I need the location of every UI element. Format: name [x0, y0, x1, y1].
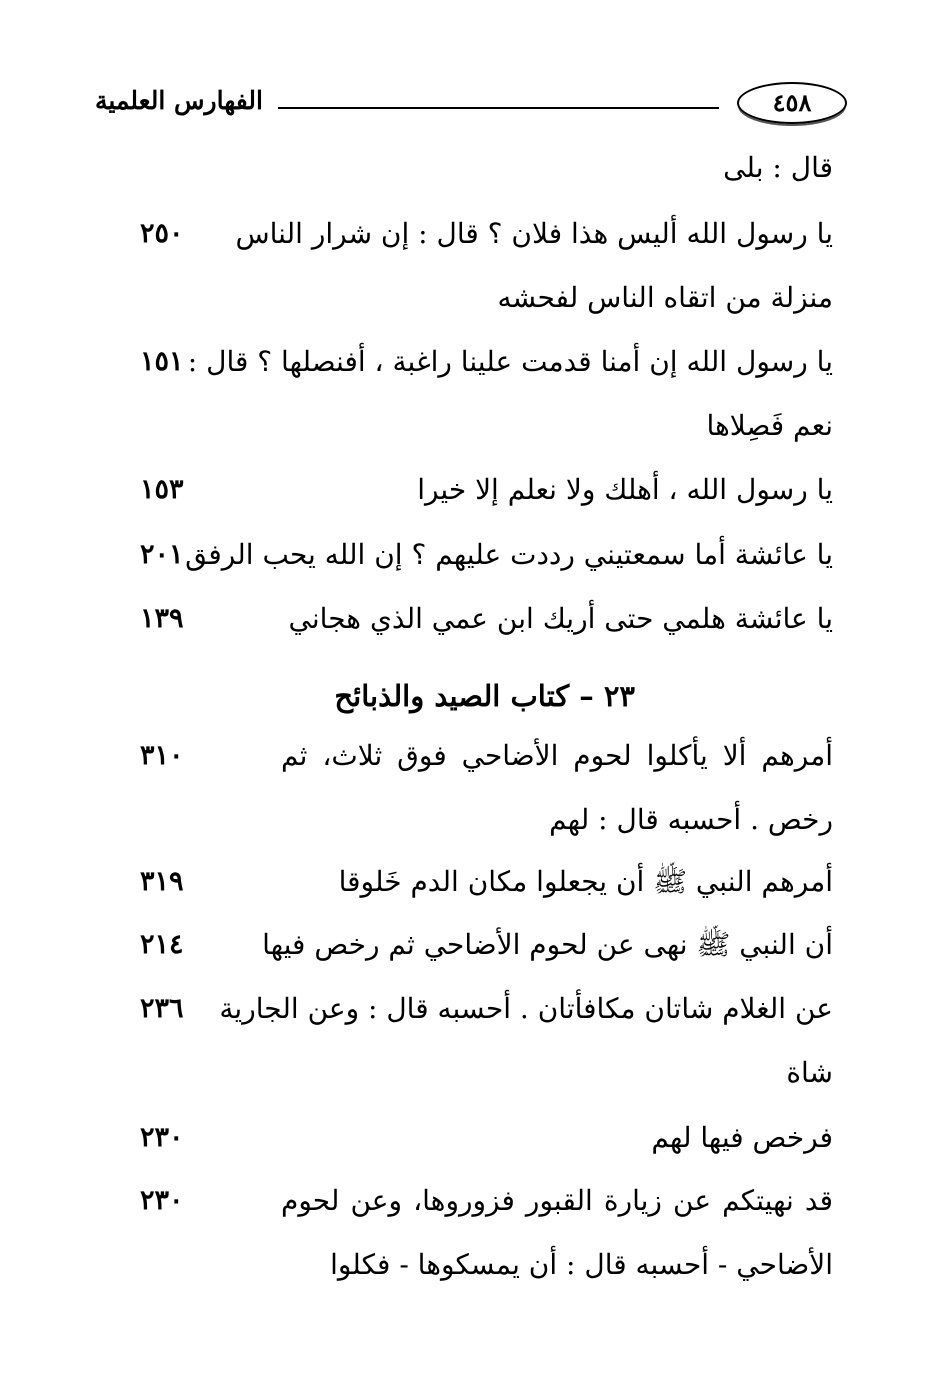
entry-line: يا رسول الله ، أهلك ولا نعلم إلا خيرا — [417, 473, 833, 506]
entry-line: يا رسول الله إن أمنا قدمت علينا راغبة ، أفنصلها ؟ قال : — [187, 345, 833, 378]
entry-line: شاة — [786, 1056, 833, 1089]
entry-line: قد نهيتكم عن زيارة القبور فزوروها، وعن لحوم — [281, 1184, 833, 1217]
entry-line: يا عائشة هلمي حتى أريك ابن عمي الذي هجاني — [288, 602, 833, 635]
entry-page-ref: ٢٠١ — [140, 539, 184, 570]
section-heading: ٢٣ – كتاب الصيد والذبائح — [334, 679, 635, 713]
entry-line: فرخص فيها لهم — [651, 1121, 833, 1154]
page-header — [95, 80, 847, 130]
entry-line: رخص . أحسبه قال : لهم — [549, 803, 833, 836]
entry-line: منزلة من اتقاه الناس لفحشه — [497, 281, 833, 314]
entry-page-ref: ٣١٠ — [140, 740, 184, 771]
entry-page-ref: ٢٣٠ — [140, 1122, 184, 1153]
entry-page-ref: ١٥٣ — [140, 474, 184, 505]
entry-line: عن الغلام شاتان مكافأتان . أحسبه قال : وعن الجارية — [219, 992, 833, 1025]
entry-line: نعم فَصِلاها — [706, 409, 833, 442]
entry-page-ref: ٢١٤ — [140, 929, 184, 960]
entry-page-ref: ٣١٩ — [140, 866, 184, 897]
entry-page-ref: ٢٣٦ — [140, 993, 184, 1024]
entry-page-ref: ٢٥٠ — [140, 218, 184, 249]
page-number: ٤٥٨ — [737, 82, 847, 124]
entry-page-ref: ٢٣٠ — [140, 1185, 184, 1216]
entry-line: يا عائشة أما سمعتيني رددت عليهم ؟ إن الله يحب الرفق — [185, 538, 833, 571]
entry-page-ref: ١٣٩ — [140, 603, 184, 634]
entry-line: أمرهم النبي ﷺ أن يجعلوا مكان الدم خَلوقا — [338, 865, 833, 898]
entry-line: أمرهم ألا يأكلوا لحوم الأضاحي فوق ثلاث، ثم — [281, 739, 833, 772]
entry-line: الأضاحي - أحسبه قال : أن يمسكوها - فكلوا — [330, 1248, 833, 1281]
entry-line: أن النبي ﷺ نهى عن لحوم الأضاحي ثم رخص فيها — [262, 928, 833, 961]
entry-line: يا رسول الله أليس هذا فلان ؟ قال : إن شرار الناس — [235, 217, 833, 250]
entry-page-ref: ١٥١ — [140, 346, 184, 377]
header-rule — [278, 107, 719, 109]
entry-line: قال : بلى — [723, 151, 833, 184]
running-title: الفهارس العلمية — [95, 86, 263, 115]
